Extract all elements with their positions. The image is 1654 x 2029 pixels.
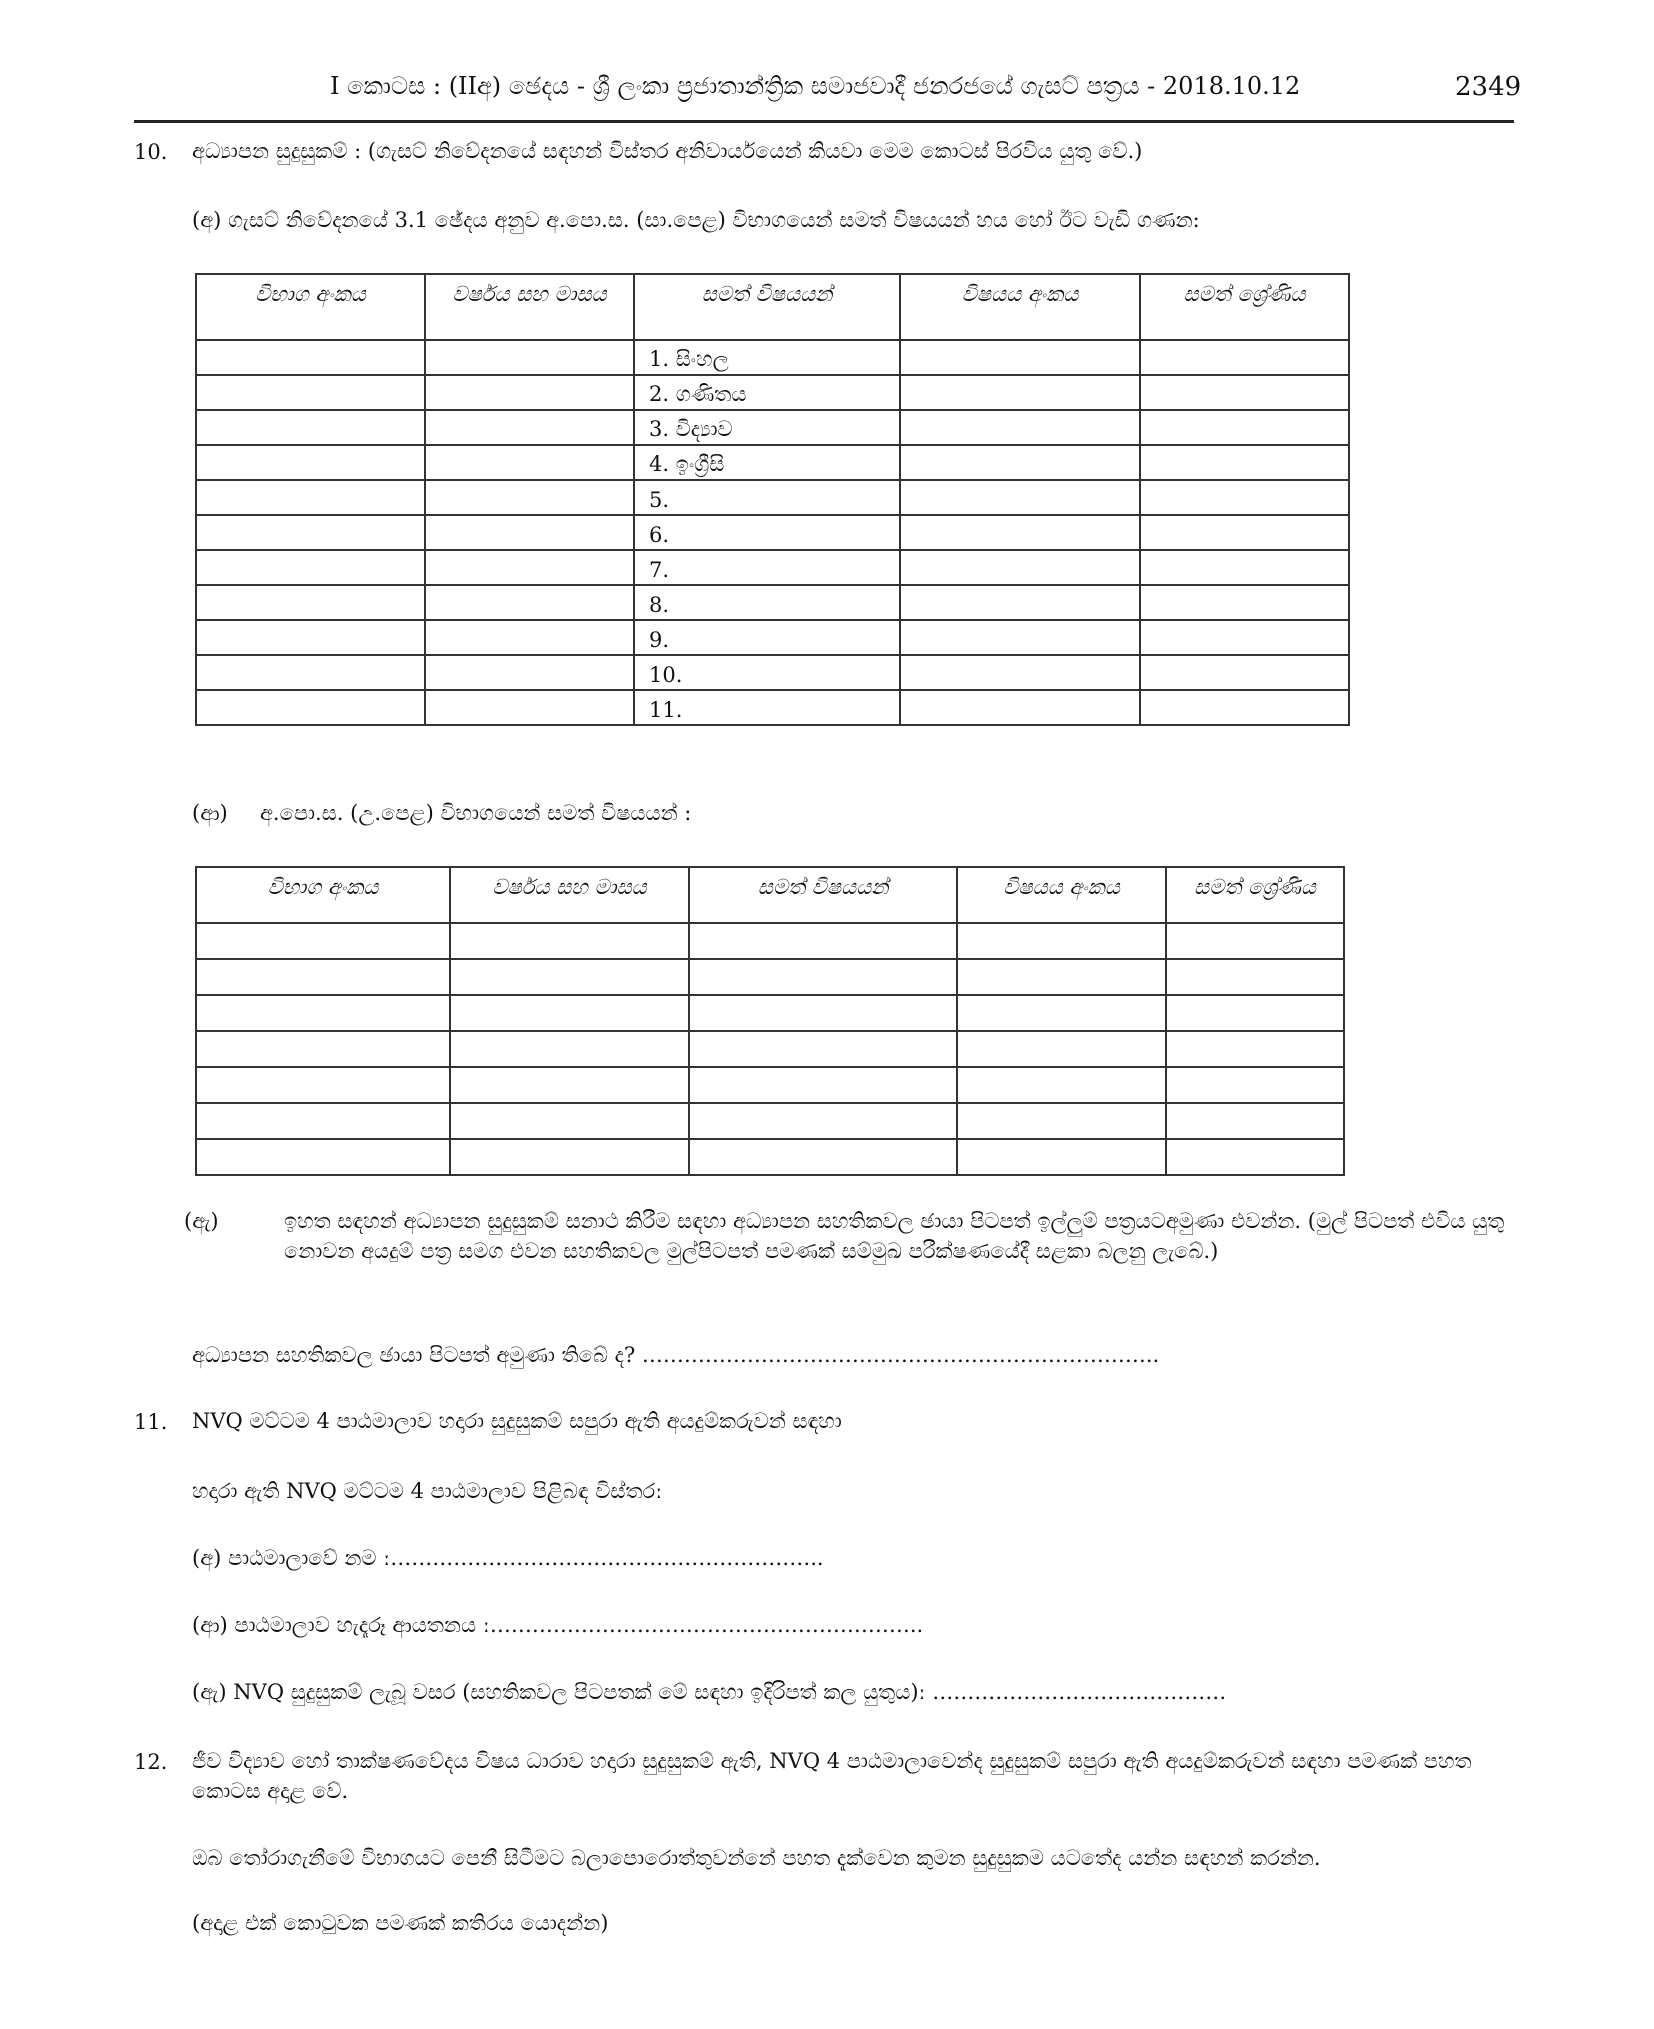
t2-cell[interactable] [957,923,1166,959]
t1-cell[interactable] [1140,340,1349,375]
t1-cell[interactable] [900,445,1140,480]
t1-subject: 11. [634,690,900,725]
t1-cell[interactable] [900,410,1140,445]
table-row [196,550,1349,585]
t1-cell[interactable] [1140,690,1349,725]
t2-cell[interactable] [689,1103,957,1139]
t1-cell[interactable] [1140,620,1349,655]
t2-cell[interactable] [196,1031,450,1067]
t1-cell[interactable] [425,410,634,445]
t2-cell[interactable] [450,923,689,959]
t2-cell[interactable] [957,1139,1166,1175]
t2-cell[interactable] [1166,959,1344,995]
t2-cell[interactable] [957,995,1166,1031]
t2-cell[interactable] [196,1067,450,1103]
t2-cell[interactable] [689,1031,957,1067]
t2-cell[interactable] [450,1067,689,1103]
section-10aa-text: අ.පො.ස. (උ.පෙළ) විභාගයෙන් සමත් විෂයයන් : [260,801,692,825]
t1-cell[interactable] [900,375,1140,410]
t1-subject: 9. [634,620,900,655]
t2-cell[interactable] [1166,995,1344,1031]
t2-cell[interactable] [196,923,450,959]
t1-cell[interactable] [196,340,425,375]
table-row [196,1139,1344,1175]
table-row [196,445,1349,480]
t2-cell[interactable] [196,1103,450,1139]
t1-cell[interactable] [425,340,634,375]
t1-cell[interactable] [1140,655,1349,690]
section-11-subheading: හදාරා ඇති NVQ මට්ටම 4 පාඨමාලාව පිළිබඳ විස්තරː [192,1479,663,1503]
page-number: 2349 [1455,72,1522,102]
t1-cell[interactable] [425,445,634,480]
t1-cell[interactable] [900,550,1140,585]
t1-cell[interactable] [425,585,634,620]
table-row [196,620,1349,655]
t1-cell[interactable] [196,585,425,620]
t2-cell[interactable] [450,959,689,995]
t2-cell[interactable] [196,959,450,995]
section-12-text: ජීව විද්‍යාව හෝ තාක්ෂණවේදය විෂය ධාරාව හදාරා සුදුසුකම් ඇති, NVQ 4 පාඨමාලාවෙන්ද සුදුසුකම් සපුරා ඇති අයදුම්කරුවන් සඳහා පමණක් පහත කොටස අදාළ වේ. [192,1749,1472,1804]
t1-cell[interactable] [1140,445,1349,480]
t2-cell[interactable] [196,1139,450,1175]
table-row [196,1031,1344,1067]
t1-cell[interactable] [196,480,425,515]
t1-cell[interactable] [196,445,425,480]
section-12-note: (අදාළ එක් කොටුවක පමණක් කතිරය යොදන්න) [192,1911,609,1935]
institute-field[interactable]: (ආ) පාඨමාලාව හැදෑරූ ආයතනය ː…………………………………………………….. [192,1613,924,1637]
table-row [196,923,1344,959]
t1-cell[interactable] [900,690,1140,725]
course-name-field[interactable]: (අ) පාඨමාලාවේ නම ː…………………………………………………….. [192,1546,824,1570]
t2-cell[interactable] [689,1067,957,1103]
section-12-number: 12. [134,1750,168,1774]
t2-cell[interactable] [1166,1139,1344,1175]
t2-cell[interactable] [450,995,689,1031]
t1-subject: 6. [634,515,900,550]
t2-cell[interactable] [1166,1067,1344,1103]
t1-cell[interactable] [425,480,634,515]
t1-cell[interactable] [196,550,425,585]
t1-cell[interactable] [900,480,1140,515]
table-row [196,410,1349,445]
section-10a-text: (අ) ගැසට් නිවේදනයේ 3.1 ඡේදය අනුව අ.පො.ස. (සා.පෙළ) විභාගයෙන් සමත් විෂයයන් හය හෝ ඊට වැඩි ගණන: [192,208,1200,232]
t1-cell[interactable] [900,620,1140,655]
t2-cell[interactable] [957,1067,1166,1103]
t1-cell[interactable] [425,655,634,690]
t1-cell[interactable] [900,515,1140,550]
t1-cell[interactable] [425,550,634,585]
t1-cell[interactable] [1140,515,1349,550]
t1-subject: 7. [634,550,900,585]
t1-cell[interactable] [1140,550,1349,585]
t1-subject: 8. [634,585,900,620]
t1-cell[interactable] [196,515,425,550]
t1-cell[interactable] [1140,585,1349,620]
certificates-attached-question: අධ්‍යාපන සහතිකවල ඡායා පිටපත් අමුණා තිබේ ද? ……………………………………………………………….. [192,1343,1160,1367]
t2-header-subject-number: විෂයය අංකය [957,867,1166,923]
t1-header-subject-number: විෂයය අංකය [900,274,1140,340]
t2-cell[interactable] [689,1139,957,1175]
table-row [196,655,1349,690]
t1-header-year-month: වර්ෂය සහ මාසය [425,274,634,340]
table-row [196,480,1349,515]
t2-header-passed-subjects: සමත් විෂයයන් [689,867,957,923]
t2-cell[interactable] [957,1103,1166,1139]
t2-cell[interactable] [1166,1031,1344,1067]
t1-subject: 3. විද්‍යාව [634,410,900,445]
table-row [196,375,1349,410]
section-10ae-text: ඉහත සඳහන් අධ්‍යාපන සුදුසුකම් සනාථ කිරීම සඳහා අධ්‍යාපන සහතිකවල ඡායා පිටපත් ඉල්ලුම් පත්‍රයටඅමුණා එවන්න. (මුල් පිටපත් එවිය යුතු නොවන අයදුම් පත්‍ර සමග එවන සහතිකවල මුල්පිටපත් පමණක් සම්මුඛ පරීක්ෂණයේදී සළකා බලනු ලැබේ.) [284,1209,1505,1264]
t2-cell[interactable] [450,1103,689,1139]
t1-cell[interactable] [900,340,1140,375]
t2-cell[interactable] [450,1031,689,1067]
t2-cell[interactable] [196,995,450,1031]
section-10-heading: අධ්‍යාපන සුදුසුකම් : (ගැසට් නිවේදනයේ සඳහන් විස්තර අනිවාර්යයෙන් කියවා මෙම කොටස් පිරවිය යුතු වේ.) [192,139,1143,163]
t2-cell[interactable] [689,995,957,1031]
table-row [196,1067,1344,1103]
t1-subject: 10. [634,655,900,690]
gazette-header-title: I කොටස : (IIඅ) ඡෙදය - ශ්‍රී ලංකා ප්‍රජාතාන්ත්‍රික සමාජවාදී ජනරජයේ ගැසට් පත්‍රය - 2018.10.12 [330,72,1301,100]
section-10-number: 10. [134,140,168,164]
t1-cell[interactable] [425,690,634,725]
table-row [196,1103,1344,1139]
t1-cell[interactable] [1140,410,1349,445]
t2-cell[interactable] [1166,1103,1344,1139]
table-row [196,690,1349,725]
t2-cell[interactable] [689,959,957,995]
t1-cell[interactable] [1140,480,1349,515]
section-10aa-label: (ආ) [192,801,228,825]
table-row [196,340,1349,375]
table-row [196,995,1344,1031]
section-11-number: 11. [134,1410,168,1434]
t1-cell[interactable] [196,655,425,690]
t1-cell[interactable] [196,375,425,410]
t1-cell[interactable] [425,375,634,410]
t1-header-passed-subjects: සමත් විෂයයන් [634,274,900,340]
t2-cell[interactable] [957,959,1166,995]
table-row [196,515,1349,550]
ol-results-table [195,273,1350,726]
t1-subject: 2. ගණිතය [634,375,900,410]
t1-header-grade: සමත් ශ්‍රේණිය [1140,274,1349,340]
t1-cell[interactable] [196,690,425,725]
t1-cell[interactable] [425,620,634,655]
t2-header-exam-number: විභාග අංකය [196,867,450,923]
header-rule [134,120,1514,123]
t1-cell[interactable] [900,655,1140,690]
nvq-year-field[interactable]: (ඇ) NVQ සුදුසුකම් ලැබූ වසර (සහතිකවල පිටපතක් මේ සඳහා ඉදිරිපත් කල යුතුය)ː …………………………………… [192,1680,1227,1704]
section-11-heading: NVQ මට්ටම 4 පාඨමාලාව හදාරා සුදුසුකම් සපුරා ඇති අයදුම්කරුවන් සඳහා [192,1409,842,1433]
table-row [196,959,1344,995]
t1-cell[interactable] [1140,375,1349,410]
t1-cell[interactable] [196,410,425,445]
t1-cell[interactable] [196,620,425,655]
t2-cell[interactable] [957,1031,1166,1067]
section-10ae-label: (ඇ) [184,1209,219,1233]
t1-subject: 4. ඉංග්‍රීසි [634,445,900,480]
t2-header-year-month: වර්ෂය සහ මාසය [450,867,689,923]
al-results-table [195,866,1345,1176]
t2-cell[interactable] [689,923,957,959]
section-12-paragraph: ඔබ තෝරාගැනීමේ විභාගයට පෙනී සිටීමට බලාපොරොත්තුවන්නේ පහත දැක්වෙන කුමන සුදුසුකම යටතේද යන්න සඳහන් කරන්න. [192,1846,1321,1870]
t2-cell[interactable] [450,1139,689,1175]
t1-subject: 5. [634,480,900,515]
t1-header-exam-number: විභාග අංකය [196,274,425,340]
t2-header-grade: සමත් ශ්‍රේණිය [1166,867,1344,923]
t1-cell[interactable] [900,585,1140,620]
t1-cell[interactable] [425,515,634,550]
table-row [196,585,1349,620]
t2-cell[interactable] [1166,923,1344,959]
t1-subject: 1. සිංහල [634,340,900,375]
